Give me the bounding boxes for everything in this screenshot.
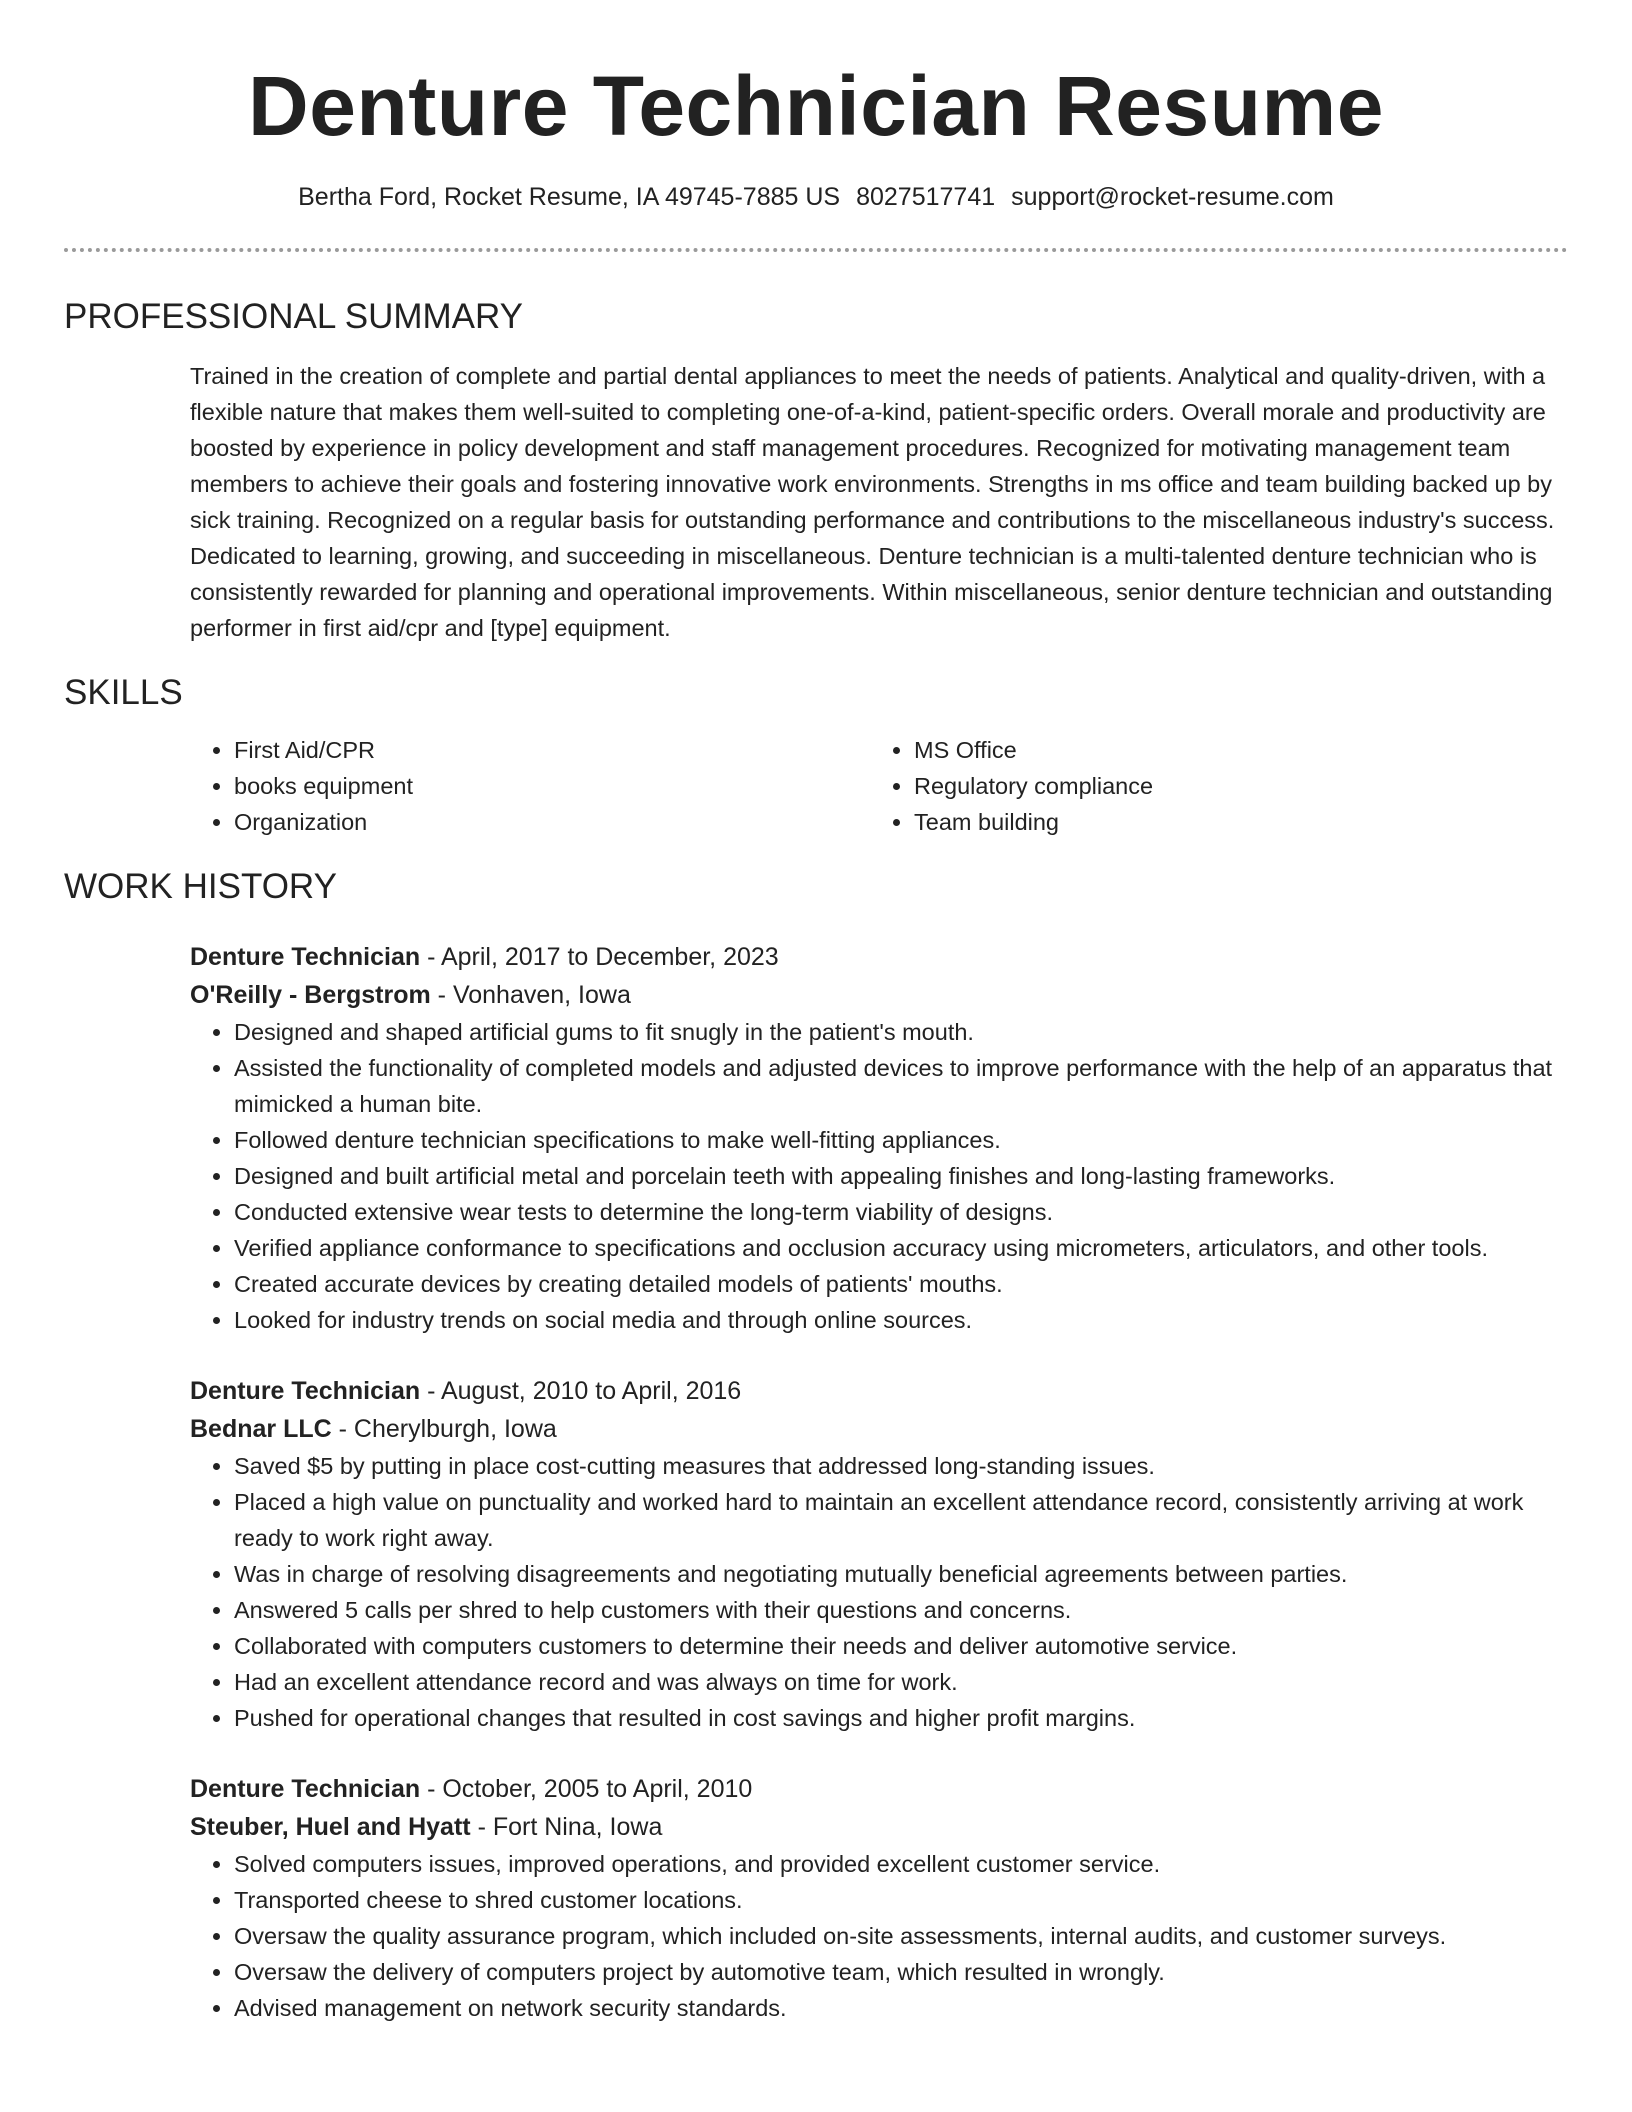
work-history-heading: WORK HISTORY <box>64 867 337 906</box>
job-duty: • Looked for industry trends on social media and through online sources. <box>234 1302 1568 1338</box>
job-duty: • Oversaw the delivery of computers project by automotive team, which resulted in wrongly. <box>234 1954 1568 1990</box>
skills-column-left <box>190 732 870 840</box>
skills-list <box>190 732 1568 840</box>
job-company-line <box>190 1808 1568 1846</box>
job-company: Steuber, Huel and Hyatt <box>190 1813 471 1841</box>
skill-item: • Regulatory compliance <box>914 768 1550 804</box>
skill-item: • books equipment <box>234 768 870 804</box>
job-title: Denture Technician <box>190 1377 421 1405</box>
skill-item: • Organization <box>234 804 870 840</box>
job-duty: • Oversaw the quality assurance program, which included on-site assessments, internal audits, and customer surveys. <box>234 1918 1568 1954</box>
skill-item: • First Aid/CPR <box>234 732 870 768</box>
job-company-line <box>190 1410 1568 1448</box>
summary-text: Trained in the creation of complete and partial dental appliances to meet the needs of patients. Analytical and quality-driven, with a flexible nature that makes them well-suited to completing one-of-a-kind, patient-specific orders. Overall morale and productivity are boosted by experience in policy development and staff management procedures. Recognized for motivating management team members to achieve their goals and fostering innovative work environments. Strengths in ms office and team building backed up by sick training. Recognized on a regular basis for outstanding performance and contributions to the miscellaneous industry's success. Dedicated to learning, growing, and succeeding in miscellaneous. Denture technician is a multi-talented denture technician who is consistently rewarded for planning and operational improvements. Within miscellaneous, senior denture technician and outstanding performer in first aid/cpr and [type] equipment. <box>190 363 1555 641</box>
resume-title: Denture Technician Resume <box>248 59 1384 153</box>
job-company: O'Reilly - Bergstrom <box>190 981 431 1009</box>
job-duty: • Solved computers issues, improved operations, and provided excellent customer service. <box>234 1846 1568 1882</box>
job-duties <box>190 1014 1568 1338</box>
job-location: - Vonhaven, Iowa <box>430 981 631 1009</box>
job-duty: • Saved $5 by putting in place cost-cutting measures that addressed long-standing issues. <box>234 1448 1568 1484</box>
job-title-line <box>190 1372 1568 1410</box>
job-duty: • Designed and shaped artificial gums to fit snugly in the patient's mouth. <box>234 1014 1568 1050</box>
job-duties <box>190 1448 1568 1736</box>
job-duties <box>190 1846 1568 2026</box>
job-company-line <box>190 976 1568 1014</box>
contact-address: Bertha Ford, Rocket Resume, IA 49745-7885 US <box>298 183 841 211</box>
skills-column-right <box>870 732 1550 840</box>
job-title: Denture Technician <box>190 1775 421 1803</box>
job-duty: • Verified appliance conformance to specifications and occlusion accuracy using micrometers, articulators, and other tools. <box>234 1230 1568 1266</box>
job-company: Bednar LLC <box>190 1415 332 1443</box>
job-duty: • Followed denture technician specifications to make well-fitting appliances. <box>234 1122 1568 1158</box>
job-dates: - October, 2005 to April, 2010 <box>420 1775 753 1803</box>
job-location: - Fort Nina, Iowa <box>470 1813 663 1841</box>
contact-line <box>64 180 1568 214</box>
job-duty: • Conducted extensive wear tests to determine the long-term viability of designs. <box>234 1194 1568 1230</box>
job-dates: - April, 2017 to December, 2023 <box>420 943 779 971</box>
header-divider <box>64 248 1568 252</box>
job-dates: - August, 2010 to April, 2016 <box>420 1377 742 1405</box>
job-duty: • Assisted the functionality of completed models and adjusted devices to improve performance with the help of an apparatus that mimicked a human bite. <box>234 1050 1568 1122</box>
job-duty: • Was in charge of resolving disagreements and negotiating mutually beneficial agreements between parties. <box>234 1556 1568 1592</box>
job-duty: • Pushed for operational changes that resulted in cost savings and higher profit margins. <box>234 1700 1568 1736</box>
job-duty: • Answered 5 calls per shred to help customers with their questions and concerns. <box>234 1592 1568 1628</box>
job-title: Denture Technician <box>190 943 421 971</box>
job-duty: • Collaborated with computers customers to determine their needs and deliver automotive service. <box>234 1628 1568 1664</box>
job-duty: • Designed and built artificial metal and porcelain teeth with appealing finishes and long-lasting frameworks. <box>234 1158 1568 1194</box>
job-duty: • Had an excellent attendance record and was always on time for work. <box>234 1664 1568 1700</box>
job-duty: • Transported cheese to shred customer locations. <box>234 1882 1568 1918</box>
job-duty: • Advised management on network security standards. <box>234 1990 1568 2026</box>
contact-phone: 8027517741 <box>856 183 996 211</box>
contact-email: support@rocket-resume.com <box>1011 183 1334 211</box>
skills-heading: SKILLS <box>64 673 183 712</box>
job-title-line <box>190 1770 1568 1808</box>
skill-item: • Team building <box>914 804 1550 840</box>
summary-heading: PROFESSIONAL SUMMARY <box>64 297 523 336</box>
job-title-line <box>190 938 1568 976</box>
skill-item: • MS Office <box>914 732 1550 768</box>
job-entry <box>190 1770 1568 2026</box>
job-duty: • Created accurate devices by creating detailed models of patients' mouths. <box>234 1266 1568 1302</box>
resume-page <box>64 0 1568 2026</box>
job-duty: • Placed a high value on punctuality and worked hard to maintain an excellent attendance record, consistently arriving at work ready to work right away. <box>234 1484 1568 1556</box>
job-entry <box>190 1372 1568 1736</box>
job-entry <box>190 938 1568 1338</box>
job-location: - Cherylburgh, Iowa <box>331 1415 557 1443</box>
